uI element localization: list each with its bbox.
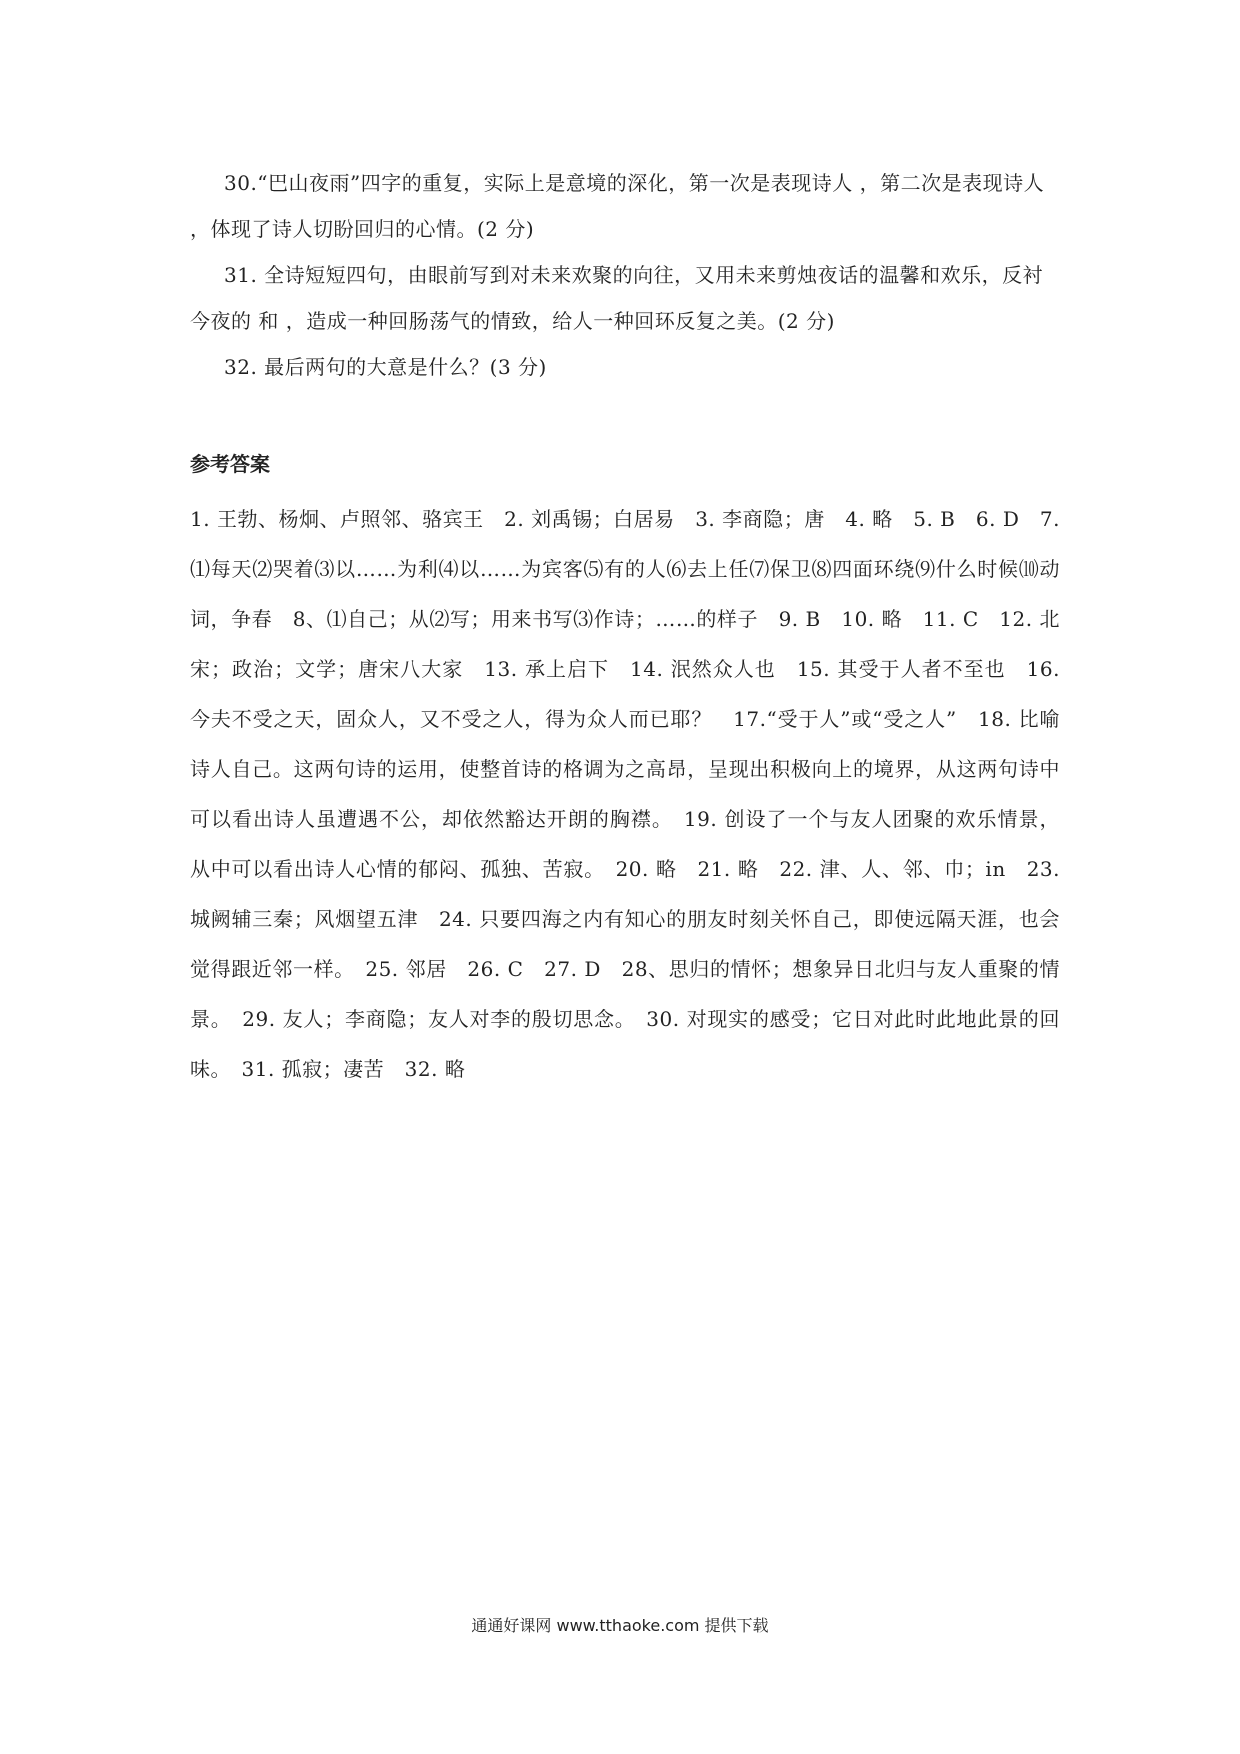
answers-body: 1. 王勃、杨炯、卢照邻、骆宾王 2. 刘禹锡；白居易 3. 李商隐；唐 4. 略 5. B 6. D 7. ⑴每天⑵哭着⑶以……为利⑷以……为宾客⑸有的人⑹去上任⑺保卫⑻四面环绕⑼什么时候⑽动词，争春 8、⑴自己；从⑵写；用来书写⑶作诗；……的样子 9. B 10. 略 11. C 12. 北宋；政治；文学；唐宋八大家 13. 承上启下 14. 泯然众人也 15. 其受于人者不至也 16. 今夫不受之天，固众人，又不受之人，得为众人而已耶？ 17.“受于人”或“受之人” 18. 比喻诗人自己。这两句诗的运用，使整首诗的格调为之高昂，呈现出积极向上的境界，从这两句诗中可以看出诗人虽遭遇不公，却依然豁达开朗的胸襟。 19. 创设了一个与友人团聚的欢乐情景，从中可以看出诗人心情的郁闷、孤独、苦寂。 20. 略 21. 略 22. 津、人、邻、巾；in 23. 城阙辅三秦；风烟望五津 24. 只要四海之内有知心的朋友时刻关怀自己，即使远隔天涯，也会觉得跟近邻一样。 25. 邻居 26. C 27. D 28、思归的情怀；想象异日北归与友人重聚的情景。 29. 友人；李商隐；友人对李的殷切思念。 30. 对现实的感受；它日对此时此地此景的回味。 31. 孤寂；凄苦 32. 略 — [190, 507, 1060, 1081]
question-30: 30.“巴山夜雨”四字的重复，实际上是意境的深化，第一次是表现诗人 ，第二次是表现诗人 ，体现了诗人切盼回归的心情。(2 分) — [190, 171, 1045, 241]
question-31: 31. 全诗短短四句，由眼前写到对未来欢聚的向往，又用未来剪烛夜话的温馨和欢乐，反衬今夜的 和 ，造成一种回肠荡气的情致，给人一种回环反复之美。(2 分) — [190, 263, 1044, 333]
footer-source: 通通好课网 www.tthaoke.com 提供下载 — [471, 1616, 769, 1635]
question-32: 32. 最后两句的大意是什么？(3 分) — [224, 355, 547, 379]
answers-heading: 参考答案 — [190, 452, 270, 476]
question-list — [190, 160, 1060, 390]
